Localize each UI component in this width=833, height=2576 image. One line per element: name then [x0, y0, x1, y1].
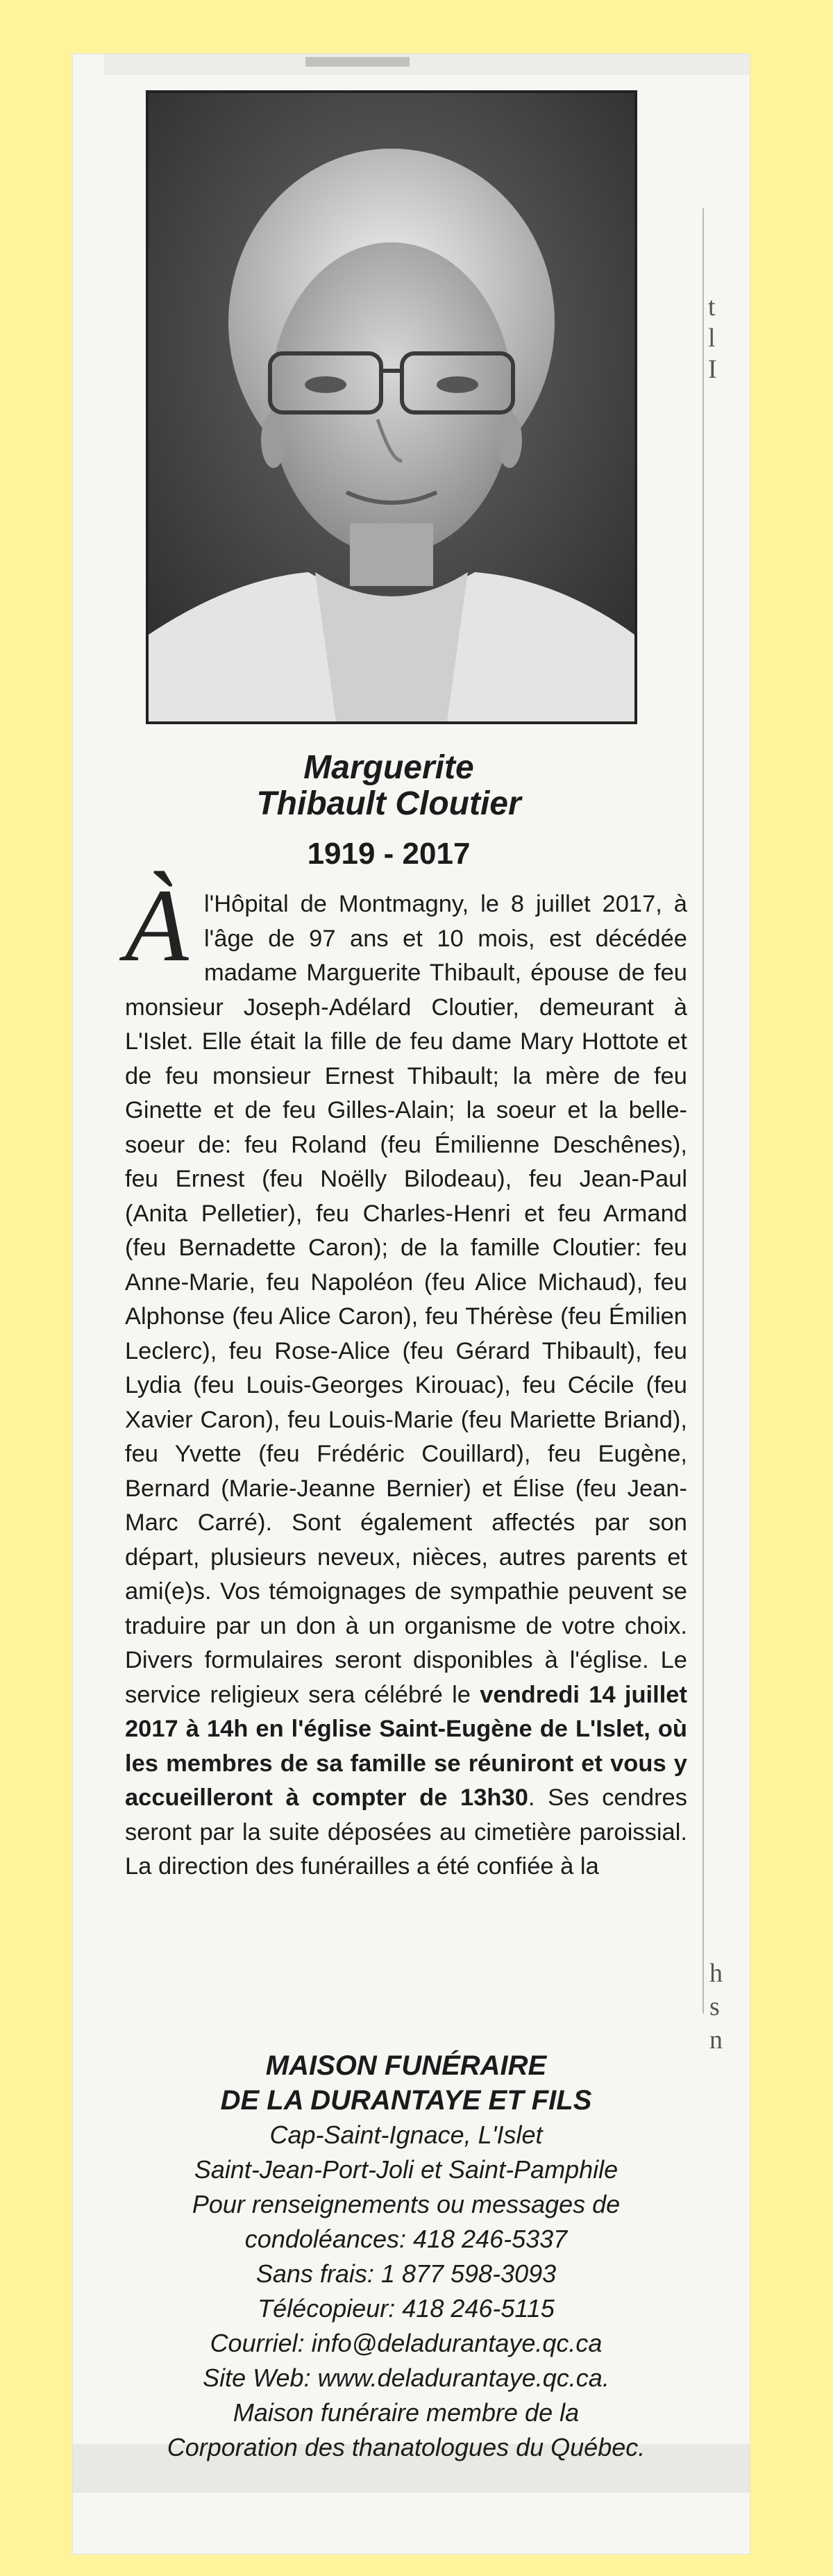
obituary-closing-text: . Ses cendres seront par la suite déposées au cimetière paroissial. La direction des funérailles a été confiée à la — [125, 1784, 687, 1880]
torn-header-ink — [305, 57, 410, 67]
funeral-home-website: Site Web: www.deladurantaye.qc.ca. — [203, 2364, 609, 2392]
clipping-top-edge — [104, 54, 750, 75]
funeral-home-info-line1: Pour renseignements ou messages de — [192, 2190, 621, 2218]
fragment-letter: s — [709, 1992, 720, 2021]
fragment-letter: I — [708, 355, 717, 384]
funeral-home-member-line1: Maison funéraire membre de la — [233, 2398, 580, 2427]
portrait-illustration — [149, 93, 634, 721]
fragment-letter: l — [708, 324, 716, 353]
funeral-home-name-line1: MAISON FUNÉRAIRE — [265, 2050, 547, 2081]
funeral-home-locations-line1: Cap-Saint-Ignace, L'Islet — [269, 2121, 543, 2149]
funeral-home-email: Courriel: info@deladurantaye.qc.ca — [210, 2329, 603, 2357]
life-years: 1919 - 2017 — [307, 837, 471, 871]
funeral-home-member-line2: Corporation des thanatologues du Québec. — [167, 2433, 646, 2461]
obituary-intro-text: l'Hôpital de Montmagny, le 8 juillet 2017, à l'âge de 97 ans et 10 mois, est décédée madame Marguerite Thibault, épouse de feu monsieur Joseph-Adélard Cloutier, demeurant à L'Islet. Elle était la fille de feu dame Mary Hottote et de feu monsieur Ernest Thibault; la mère de feu Ginette et de feu Gilles-Alain; la soeur et la belle-soeur de: feu Roland (feu Émilienne Deschênes), feu Ernest (feu Noëlly Bilodeau), feu Jean-Paul (Anita Pelletier), feu Charles-Henri et feu Armand (feu Bernadette Caron); de la famille Cloutier: feu Anne-Marie, feu Napoléon (feu Alice Michaud), feu Alphonse (feu Alice Caron), feu Thérèse (feu Émilien Leclerc), feu Rose-Alice (feu Gérard Thibault), feu Lydia (feu Louis-Georges Kirouac), feu Cécile (feu Xavier Caron), feu Louis-Marie (feu Mariette Briand), feu Yvette (feu Frédéric Couillard), feu Eugène, Bernard (Marie-Jeanne Bernier) et Élise (feu Jean-Marc Carré). Sont également affectés par son départ, plusieurs neveux, nièces, autres parents et ami(e)s. Vos témoignages de sympathie peuvent se traduire par un don à un organisme de votre choix. Divers formulaires seront disponibles à l'église. Le service religieux sera célébré le — [125, 891, 687, 1708]
funeral-home-toll-free: Sans frais: 1 877 598-3093 — [255, 2259, 557, 2288]
funeral-home-name-line2: DE LA DURANTAYE ET FILS — [220, 2085, 592, 2116]
fragment-letter: h — [709, 1959, 723, 1988]
deceased-name-last: Thibault Cloutier — [256, 785, 521, 822]
drop-cap: À — [125, 868, 189, 983]
fragment-letter: t — [708, 292, 716, 321]
funeral-home-block — [111, 2048, 701, 2465]
deceased-name-first: Marguerite — [303, 749, 474, 786]
funeral-home-phone: condoléances: 418 246-5337 — [244, 2225, 568, 2253]
adjacent-column-fragment — [702, 208, 746, 2014]
service-details: vendredi 14 juillet 2017 à 14h en l'église Saint-Eugène de L'Islet, où les membres de sa famille se réuniront et vous y accueilleront à compter de 13h30 — [125, 1681, 687, 1811]
funeral-home-locations-line2: Saint-Jean-Port-Joli et Saint-Pamphile — [194, 2155, 619, 2184]
portrait-photo — [146, 90, 637, 724]
obituary-text — [125, 868, 687, 1884]
funeral-home-fax: Télécopieur: 418 246-5115 — [258, 2294, 555, 2323]
fragment-letter: n — [709, 2025, 723, 2055]
